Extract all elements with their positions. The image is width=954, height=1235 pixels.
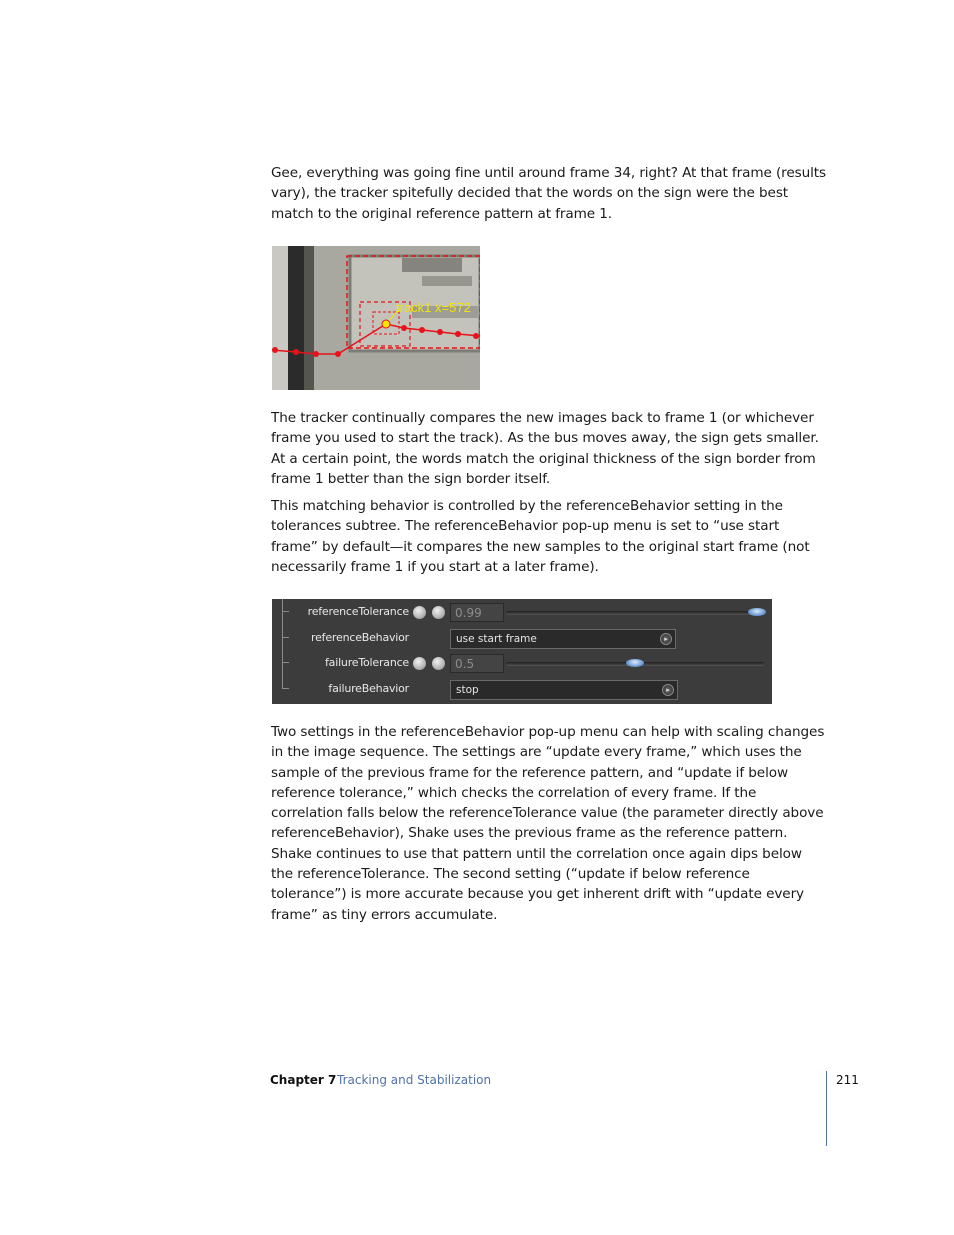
reference-tolerance-label: referenceTolerance [307,605,409,618]
param-row-reference-tolerance [272,600,772,625]
param-row-failure-behavior [272,677,772,702]
paragraph-intro: Gee, everything was going fine until around frame 34, right? At that frame (results vary), the tracker spitefully decided that the words on the sign were the best match to the original reference pattern at frame 1. [271,165,827,222]
paragraph-tracker-compare: The tracker continually compares the new images back to frame 1 (or whichever frame you used to start the track). As the bus moves away, the sign gets smaller. At a certain point, the words match the original thickness of the sign border from frame 1 better than the sign border itself. [271,410,819,487]
scene-frame-edge [304,246,314,390]
current-track-point [382,320,390,328]
tolerances-parameter-panel [272,599,772,704]
footer-chapter: Chapter 7 [270,1073,337,1087]
reference-tolerance-slider-thumb[interactable] [748,608,766,616]
track-point [313,351,319,357]
param-row-failure-tolerance [272,651,772,676]
sign-text-1 [402,258,462,272]
page-number: 211 [836,1073,859,1087]
track-point [455,331,461,337]
track-point [293,349,299,355]
reference-behavior-select[interactable] [450,629,676,649]
sign-text-2 [422,276,472,286]
track-point [419,327,425,333]
reference-tolerance-slider[interactable] [506,611,764,615]
paragraph-scaling-settings: Two settings in the referenceBehavior pop-up menu can help with scaling changes in the image sequence. The settings are “update every frame,” which uses the sample of the previous frame for the reference pattern, and “update if below reference tolerance,” which checks the correlation of every frame. If the correlation falls below the referenceTolerance value (the parameter directly above referenceBehavior), Shake uses the previous frame as the reference pattern. Shake continues to use that pattern until the correlation once again dips below the referenceTolerance. The second setting (“update if below reference tolerance”) is more accurate because you get inherent drift with “update every frame” as tiny errors accumulate. [271,724,825,923]
reference-tolerance-input[interactable]: 0.99 [450,603,504,622]
failure-tolerance-slider-thumb[interactable] [626,659,644,667]
dial-icon[interactable] [413,606,426,619]
scene-frame-light [272,246,288,390]
failure-behavior-label: failureBehavior [328,682,409,695]
scene-frame-dark [288,246,304,390]
reference-behavior-label: referenceBehavior [311,631,409,644]
dial-icon[interactable] [413,657,426,670]
track-point [473,333,479,339]
track-point [401,325,407,331]
failure-behavior-value: stop [456,684,479,696]
track-point [437,329,443,335]
paragraph-matching-behavior: This matching behavior is controlled by the referenceBehavior setting in the tolerances subtree. The referenceBehavior pop-up menu is set to “use start frame” by default—it compares the new samples to the original start frame (not necessarily frame 1 if you start at a later frame). [271,498,810,575]
param-row-reference-behavior [272,626,772,651]
track-point [335,351,341,357]
footer-section-title: Tracking and Stabilization [337,1073,492,1087]
track-overlay-label: track1 x=572 [396,300,471,315]
failure-tolerance-input[interactable]: 0.5 [450,654,504,673]
link-icon[interactable] [432,606,445,619]
failure-behavior-select[interactable] [450,680,678,700]
popup-arrow-icon: ▸ [662,684,674,696]
popup-arrow-icon: ▸ [660,633,672,645]
tracker-screenshot [272,246,480,390]
reference-behavior-value: use start frame [456,633,537,645]
track-point [272,347,278,353]
footer-divider [826,1071,827,1146]
failure-tolerance-label: failureTolerance [325,656,409,669]
link-icon[interactable] [432,657,445,670]
